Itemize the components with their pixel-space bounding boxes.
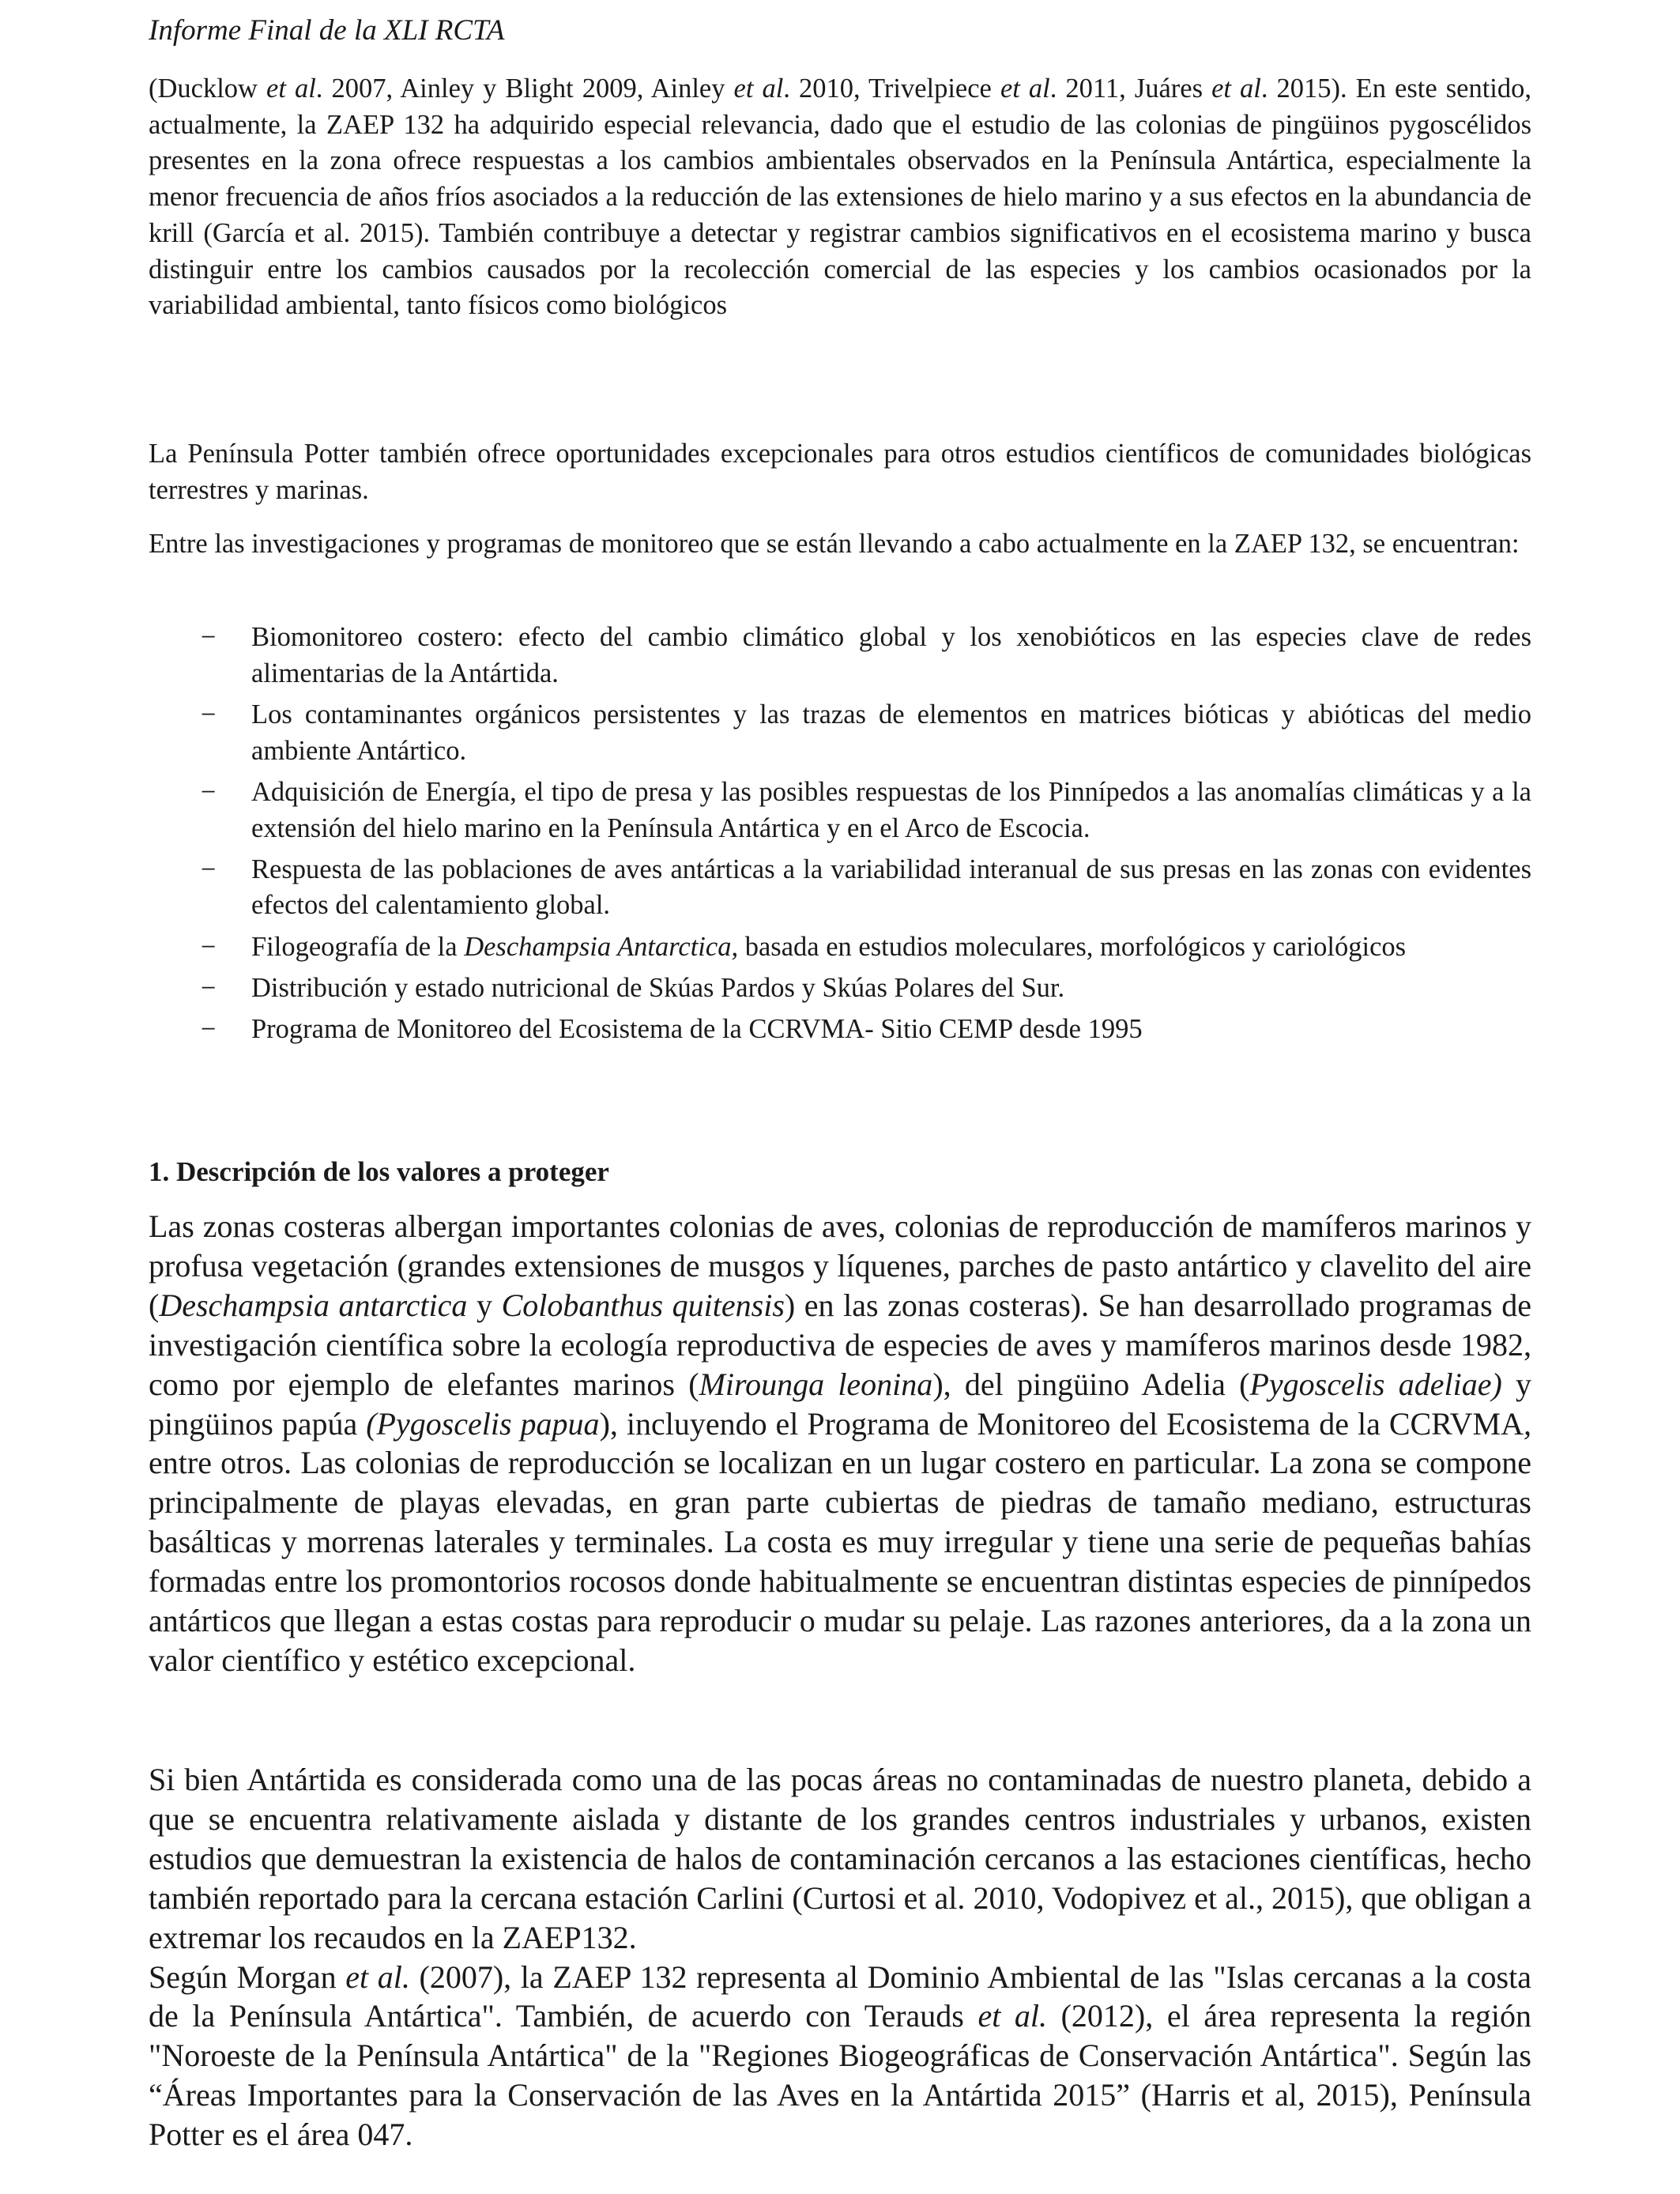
text-run: Según Morgan <box>149 1958 346 1995</box>
section-paragraphs-2-3 <box>149 1760 1531 2154</box>
text-run: y <box>467 1287 502 1323</box>
text-run: . 2015). En este sentido, actualmente, la ZAEP 132 ha adquirido especial relevancia, dado que el estudio de las colonias de pingüinos pygoscélidos presentes en la zona ofrece respuestas a los cambios ambientales observados en la Península Antártica, especialmente la menor frecuencia de años fríos asociados a la reducción de las extensiones de hielo marino y a sus efectos en la abundancia de krill (García et al. 2015). También contribuye a detectar y registrar cambios significativos en el ecosistema marino y busca distinguir entre los cambios causados por la recolección comercial de las especies y los cambios ocasionados por la variabilidad ambiental, tanto físicos como biológicos <box>149 74 1532 321</box>
list-item-text: Adquisición de Energía, el tipo de presa y las posibles respuestas de los Pinnípedos a las anomalías climáticas y a la extensión del hielo marino en la Península Antártica y en el Arco de Escocia. <box>251 776 1531 843</box>
text-run: ) en las zonas costeras). Se han desarrollado programas de investigación científica sobre la ecología reproductiva de especies de aves y mamíferos marinos desde 1982, como por ejemplo de elefantes marinos ( <box>149 1287 1532 1402</box>
list-item-text: basada en estudios moleculares, morfológicos y cariológicos <box>738 931 1407 962</box>
text-run: . 2007, Ainley y Blight 2009, Ainley <box>315 74 734 104</box>
section-paragraph-1 <box>149 1207 1531 1680</box>
dash-bullet: − <box>201 699 217 729</box>
list-item-text-italic: Deschampsia Antarctica, <box>464 931 739 962</box>
list-item <box>149 697 1531 769</box>
list-item <box>149 971 1531 1007</box>
text-run-italic: Pygoscelis adeliae) <box>1249 1366 1502 1402</box>
text-run-italic: et al <box>1211 74 1261 104</box>
text-run-italic: et al. <box>345 1958 410 1995</box>
text-run: . 2010, Trivelpiece <box>783 74 1000 104</box>
page-header: Informe Final de la XLI RCTA <box>149 14 505 47</box>
intro-paragraph-1 <box>149 71 1531 324</box>
list-item-text: Biomonitoreo costero: efecto del cambio climático global y los xenobióticos en las especies clave de redes alimentarias de la Antártida. <box>251 622 1531 688</box>
text-run: . 2011, Juáres <box>1049 74 1212 104</box>
section-paragraph-2: Si bien Antártida es considerada como una de las pocas áreas no contaminadas de nuestro planeta, debido a que se encuentra relativamente aislada y distante de los grandes centros industriales y urbanos, existen estudios que demuestran la existencia de halos de contaminación cercanos a las estaciones científicas, hecho también reportado para la cercana estación Carlini (Curtosi et al. 2010, Vodopivez et al., 2015), que obligan a extremar los recaudos en la ZAEP132. <box>149 1762 1531 1955</box>
research-programs-list <box>149 620 1531 1053</box>
dash-bullet: − <box>201 1014 217 1045</box>
text-run-italic: et al <box>266 74 316 104</box>
dash-bullet: − <box>201 776 217 807</box>
text-run-italic: et al. <box>977 1998 1048 2034</box>
text-run: entre otros. Las colonias de reproducción se localizan en un lugar costero en particular. La zona se compone principalmente de playas elevadas, en gran parte cubiertas de piedras de tamaño mediano, estructuras basálticas y morrenas laterales y terminales. La costa es muy irregular y tiene una serie de pequeñas bahías formadas entre los promontorios rocosos donde habitualmente se encuentran distintas especies de pinnípedos antárticos que llegan a estas costas para reproducir o mudar su pelaje. Las razones anteriores, da a la zona un valor científico y estético excepcional. <box>149 1445 1531 1678</box>
dash-bullet: − <box>201 854 217 884</box>
text-run: ), incluyendo el Programa de Monitoreo del Ecosistema de la CCRVMA <box>599 1405 1524 1442</box>
list-item-text: Filogeografía de la <box>251 931 465 962</box>
list-item <box>149 620 1531 692</box>
text-run: Las zonas costeras albergan importantes colonias de aves, colonias de reproducción de mamíferos marinos y profusa vegetación (grandes extensiones de musgos y líquenes, parches de pasto antártico y clavelito del aire ( <box>149 1208 1531 1323</box>
list-item <box>149 929 1531 966</box>
text-run: ), del pingüino Adelia ( <box>932 1366 1250 1402</box>
list-item-text: Los contaminantes orgánicos persistentes y las trazas de elementos en matrices bióticas y abióticas del medio ambiente Antártico. <box>251 699 1531 766</box>
list-item <box>149 1012 1531 1048</box>
text-run-italic: Colobanthus quitensis <box>501 1287 785 1323</box>
text-run-italic: (Pygoscelis papua <box>366 1405 600 1442</box>
list-item-text: Respuesta de las poblaciones de aves antárticas a la variabilidad interanual de sus presas en las zonas con evidentes efectos del calentamiento global. <box>251 854 1531 921</box>
section-heading: 1. Descripción de los valores a proteger <box>149 1156 609 1187</box>
text-run: (2007), la ZAEP 132 representa al Dominio Ambiental de las "Islas cercanas a la costa de la Península Antártica". También, de acuerdo con Terauds <box>149 1958 1531 2034</box>
text-run: (2012), el área representa la región "Noroeste de la Península Antártica" de la "Regiones Biogeográficas de Conservación Antártica". Según las “Áreas Importantes para la Conservación de las Aves en la Antártida 2015” (Harris et al, 2015), Península Potter es el área 047. <box>149 1998 1532 2153</box>
dash-bullet: − <box>201 931 217 962</box>
text-run-italic: et al <box>1000 74 1050 104</box>
intro-paragraph-2: La Península Potter también ofrece oportunidades excepcionales para otros estudios científicos de comunidades biológicas terrestres y marinas. <box>149 439 1531 505</box>
list-item-text: Distribución y estado nutricional de Skúas Pardos y Skúas Polares del Sur. <box>251 972 1065 1003</box>
list-item <box>149 852 1531 924</box>
list-item <box>149 775 1531 846</box>
text-run: (Ducklow <box>149 74 267 104</box>
text-run: y pingüinos papúa <box>149 1366 1532 1442</box>
text-run-italic: et al <box>733 74 784 104</box>
text-run-italic: Mirounga leonina <box>699 1366 933 1402</box>
intro-paragraph-3: Entre las investigaciones y programas de monitoreo que se están llevando a cabo actualmente en la ZAEP 132, se encuentran: <box>149 529 1520 559</box>
dash-bullet: − <box>201 622 217 652</box>
dash-bullet: − <box>201 972 217 1003</box>
list-item-text: Programa de Monitoreo del Ecosistema de la CCRVMA- Sitio CEMP desde 1995 <box>251 1014 1143 1045</box>
section-paragraph-3 <box>149 1958 1531 2155</box>
text-run-italic: , <box>1524 1405 1532 1442</box>
text-run-italic: Deschampsia antarctica <box>159 1287 468 1323</box>
